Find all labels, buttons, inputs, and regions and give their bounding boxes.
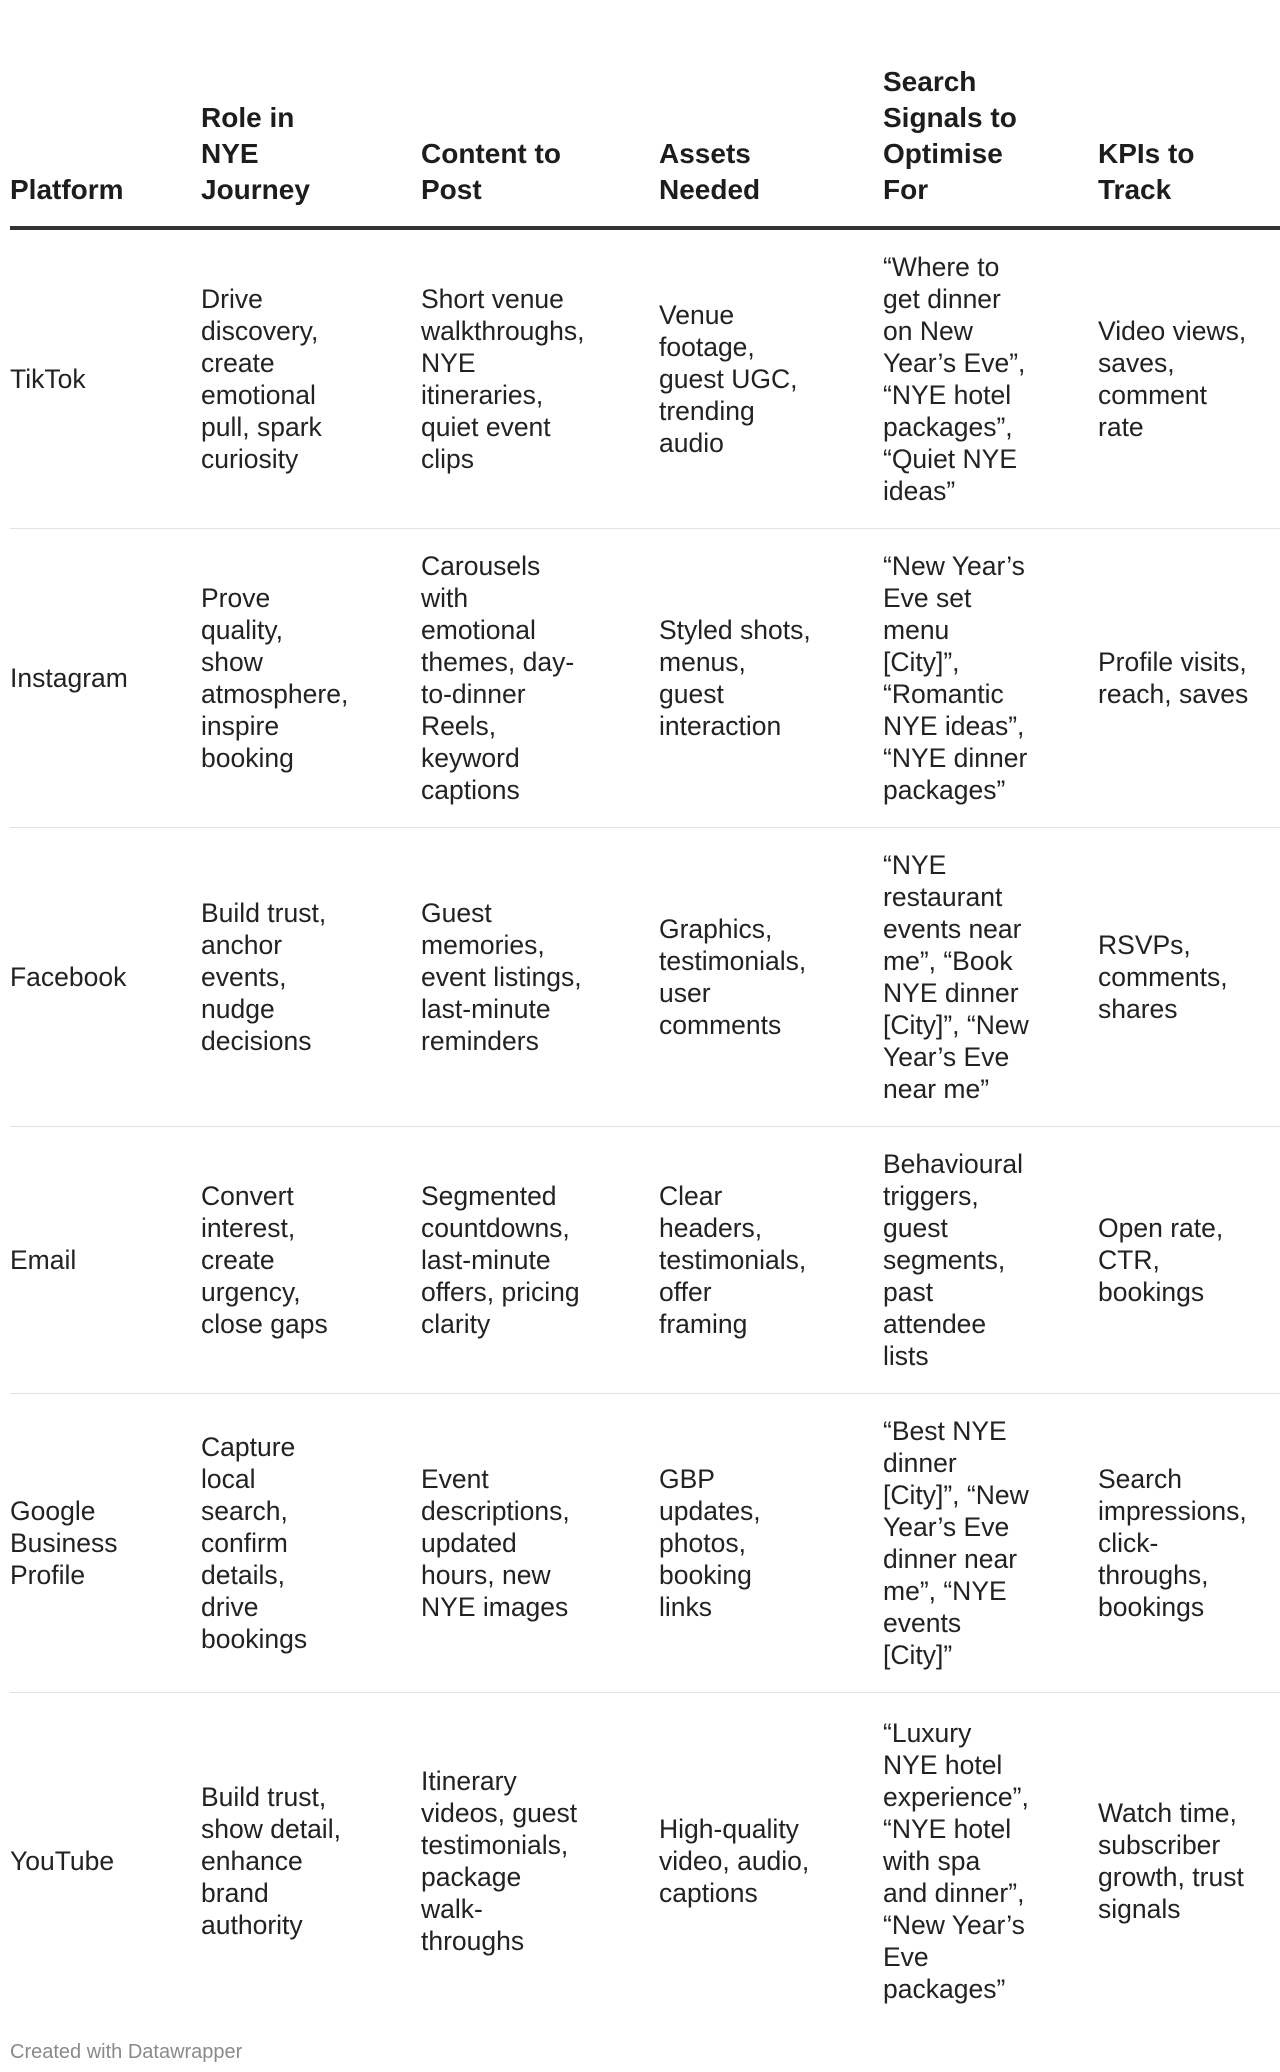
cell-line: Event <box>421 1464 489 1494</box>
cell-line: “Romantic <box>883 679 1004 709</box>
cell-line: updated <box>421 1528 517 1558</box>
cell-line: package <box>421 1862 522 1892</box>
cell-line: booking <box>659 1560 752 1590</box>
cell-line: Profile <box>10 1560 86 1590</box>
header-line: KPIs to <box>1098 138 1195 169</box>
cell-role <box>201 828 421 1127</box>
cell-line: get dinner <box>883 284 1001 314</box>
header-line: NYE <box>201 138 259 169</box>
cell-line: Open rate, <box>1098 1213 1224 1243</box>
cell-line: on New <box>883 316 973 346</box>
cell-content <box>421 828 659 1127</box>
cell-line: [City]”, “New <box>883 1010 1029 1040</box>
cell-assets <box>659 1394 883 1693</box>
cell-line: last-minute <box>421 994 551 1024</box>
table-row <box>10 1394 1280 1693</box>
cell-line: signals <box>1098 1894 1181 1924</box>
cell-line: NYE hotel <box>883 1750 1003 1780</box>
table-row <box>10 228 1280 529</box>
cell-line: emotional <box>421 615 536 645</box>
cell-line: audio <box>659 428 724 458</box>
cell-assets <box>659 228 883 529</box>
cell-platform <box>10 1127 201 1394</box>
header-line: Optimise <box>883 138 1003 169</box>
cell-kpis <box>1098 1394 1280 1693</box>
cell-line: last-minute <box>421 1245 551 1275</box>
cell-search-signals <box>883 529 1098 828</box>
cell-line: CTR, <box>1098 1245 1160 1275</box>
cell-line: pull, spark <box>201 412 322 442</box>
cell-line: memories, <box>421 930 545 960</box>
cell-line: footage, <box>659 332 755 362</box>
header-line: Platform <box>10 174 124 205</box>
cell-line: lists <box>883 1341 929 1371</box>
cell-line: restaurant <box>883 882 1003 912</box>
cell-line: drive <box>201 1592 259 1622</box>
cell-role <box>201 1394 421 1693</box>
cell-line: close gaps <box>201 1309 328 1339</box>
cell-search-signals <box>883 228 1098 529</box>
cell-line: reminders <box>421 1026 539 1056</box>
cell-line: packages”, <box>883 412 1013 442</box>
cell-line: interaction <box>659 711 782 741</box>
cell-line: Search <box>1098 1464 1182 1494</box>
cell-role <box>201 1693 421 2030</box>
cell-line: saves, <box>1098 348 1175 378</box>
cell-line: show <box>201 647 263 677</box>
cell-line: guest <box>883 1213 948 1243</box>
cell-line: create <box>201 348 275 378</box>
cell-content <box>421 529 659 828</box>
cell-role <box>201 529 421 828</box>
cell-line: Carousels <box>421 551 541 581</box>
cell-line: YouTube <box>10 1846 115 1876</box>
cell-role <box>201 228 421 529</box>
cell-line: Instagram <box>10 663 128 693</box>
cell-line: Convert <box>201 1181 294 1211</box>
cell-line: experience”, <box>883 1782 1029 1812</box>
header-row <box>10 0 1280 228</box>
cell-line: “NYE dinner <box>883 743 1028 773</box>
cell-line: Video views, <box>1098 316 1247 346</box>
cell-line: dinner near <box>883 1544 1018 1574</box>
cell-line: confirm <box>201 1528 288 1558</box>
cell-line: GBP <box>659 1464 715 1494</box>
table-row <box>10 1693 1280 2030</box>
cell-line: growth, trust <box>1098 1862 1244 1892</box>
cell-line: events <box>883 1608 962 1638</box>
cell-kpis <box>1098 1127 1280 1394</box>
cell-line: throughs, <box>1098 1560 1209 1590</box>
header-line: Journey <box>201 174 310 205</box>
cell-line: event listings, <box>421 962 582 992</box>
header-line: Content to <box>421 138 561 169</box>
cell-line: Clear <box>659 1181 723 1211</box>
cell-line: keyword <box>421 743 520 773</box>
cell-platform <box>10 228 201 529</box>
cell-line: emotional <box>201 380 316 410</box>
table-row <box>10 529 1280 828</box>
cell-content <box>421 1693 659 2030</box>
cell-search-signals <box>883 1394 1098 1693</box>
cell-line: ideas” <box>883 476 956 506</box>
cell-line: Reels, <box>421 711 497 741</box>
cell-line: bookings <box>201 1624 308 1654</box>
cell-line: segments, <box>883 1245 1006 1275</box>
cell-line: “Luxury <box>883 1718 972 1748</box>
cell-line: walkthroughs, <box>421 316 585 346</box>
cell-line: testimonials, <box>421 1830 569 1860</box>
cell-kpis <box>1098 828 1280 1127</box>
cell-line: “NYE <box>883 850 947 880</box>
header-assets <box>659 0 883 228</box>
cell-line: High-quality <box>659 1814 799 1844</box>
cell-line: captions <box>421 775 520 805</box>
cell-line: events, <box>201 962 287 992</box>
table-header <box>10 0 1280 228</box>
cell-line: itineraries, <box>421 380 544 410</box>
header-line: Role in <box>201 102 295 133</box>
cell-line: discovery, <box>201 316 319 346</box>
cell-line: Graphics, <box>659 914 773 944</box>
cell-line: Venue <box>659 300 735 330</box>
cell-line: Itinerary <box>421 1766 517 1796</box>
cell-line: descriptions, <box>421 1496 570 1526</box>
cell-line: Email <box>10 1245 77 1275</box>
header-line: Assets <box>659 138 751 169</box>
cell-platform <box>10 1693 201 2030</box>
cell-line: “NYE hotel <box>883 380 1012 410</box>
cell-line: trending <box>659 396 755 426</box>
cell-line: Drive <box>201 284 263 314</box>
cell-search-signals <box>883 828 1098 1127</box>
cell-line: Styled shots, <box>659 615 811 645</box>
cell-line: framing <box>659 1309 748 1339</box>
cell-line: Business <box>10 1528 118 1558</box>
cell-kpis <box>1098 1693 1280 2030</box>
cell-line: “New Year’s <box>883 1910 1025 1940</box>
table-row <box>10 1127 1280 1394</box>
header-line: Track <box>1098 174 1172 205</box>
cell-line: countdowns, <box>421 1213 570 1243</box>
cell-platform <box>10 1394 201 1693</box>
cell-line: NYE images <box>421 1592 569 1622</box>
table-row <box>10 828 1280 1127</box>
cell-assets <box>659 1127 883 1394</box>
cell-line: RSVPs, <box>1098 930 1191 960</box>
cell-line: NYE <box>421 348 476 378</box>
cell-line: “NYE hotel <box>883 1814 1012 1844</box>
cell-line: and dinner”, <box>883 1878 1025 1908</box>
cell-line: comments <box>659 1010 782 1040</box>
header-line: Needed <box>659 174 761 205</box>
nye-platform-table <box>10 0 1280 2029</box>
cell-line: near me” <box>883 1074 990 1104</box>
cell-line: bookings <box>1098 1592 1205 1622</box>
cell-line: show detail, <box>201 1814 341 1844</box>
cell-line: guest UGC, <box>659 364 798 394</box>
cell-line: with spa <box>883 1846 981 1876</box>
cell-line: atmosphere, <box>201 679 349 709</box>
cell-role <box>201 1127 421 1394</box>
cell-line: decisions <box>201 1026 312 1056</box>
table-body <box>10 228 1280 2029</box>
cell-line: subscriber <box>1098 1830 1221 1860</box>
cell-line: headers, <box>659 1213 763 1243</box>
cell-line: brand <box>201 1878 269 1908</box>
cell-line: [City]” <box>883 1640 953 1670</box>
cell-line: bookings <box>1098 1277 1205 1307</box>
header-line: Signals to <box>883 102 1017 133</box>
cell-line: Facebook <box>10 962 127 992</box>
cell-line: quiet event <box>421 412 551 442</box>
cell-line: video, audio, <box>659 1846 810 1876</box>
cell-line: menu <box>883 615 950 645</box>
cell-line: captions <box>659 1878 758 1908</box>
header-kpis <box>1098 0 1280 228</box>
cell-line: booking <box>201 743 294 773</box>
datawrapper-credit: Created with Datawrapper <box>10 2041 243 2063</box>
cell-line: Year’s Eve”, <box>883 348 1026 378</box>
cell-line: comment <box>1098 380 1207 410</box>
cell-line: Behavioural <box>883 1149 1023 1179</box>
cell-line: details, <box>201 1560 285 1590</box>
cell-line: [City]”, “New <box>883 1480 1029 1510</box>
cell-line: videos, guest <box>421 1798 578 1828</box>
nye-platform-table-wrapper <box>10 0 1249 2029</box>
cell-line: Prove <box>201 583 271 613</box>
cell-line: packages” <box>883 775 1006 805</box>
cell-line: comments, <box>1098 962 1228 992</box>
cell-line: curiosity <box>201 444 299 474</box>
cell-line: offers, pricing <box>421 1277 580 1307</box>
cell-line: Profile visits, <box>1098 647 1247 677</box>
cell-line: “New Year’s <box>883 551 1025 581</box>
header-signals <box>883 0 1098 228</box>
cell-kpis <box>1098 228 1280 529</box>
cell-search-signals <box>883 1127 1098 1394</box>
cell-line: Build trust, <box>201 898 327 928</box>
cell-line: hours, new <box>421 1560 551 1590</box>
cell-line: Year’s Eve <box>883 1042 1010 1072</box>
cell-line: to-dinner <box>421 679 526 709</box>
header-role <box>201 0 421 228</box>
cell-content <box>421 228 659 529</box>
cell-assets <box>659 828 883 1127</box>
cell-line: offer <box>659 1277 712 1307</box>
cell-line: impressions, <box>1098 1496 1247 1526</box>
cell-line: events near <box>883 914 1022 944</box>
cell-line: clips <box>421 444 475 474</box>
cell-line: walk- <box>421 1894 483 1924</box>
cell-line: user <box>659 978 711 1008</box>
header-line: Search <box>883 66 977 97</box>
cell-line: NYE dinner <box>883 978 1019 1008</box>
cell-line: urgency, <box>201 1277 301 1307</box>
cell-line: photos, <box>659 1528 746 1558</box>
cell-platform <box>10 529 201 828</box>
cell-line: Short venue <box>421 284 564 314</box>
cell-line: throughs <box>421 1926 525 1956</box>
cell-line: me”, “Book <box>883 946 1013 976</box>
cell-line: clarity <box>421 1309 491 1339</box>
cell-platform <box>10 828 201 1127</box>
cell-line: “Where to <box>883 252 1000 282</box>
cell-content <box>421 1394 659 1693</box>
cell-search-signals <box>883 1693 1098 2030</box>
cell-line: Google <box>10 1496 96 1526</box>
cell-line: themes, day- <box>421 647 575 677</box>
cell-line: inspire <box>201 711 280 741</box>
cell-line: “Quiet NYE <box>883 444 1018 474</box>
cell-line: create <box>201 1245 275 1275</box>
cell-line: NYE ideas”, <box>883 711 1025 741</box>
cell-line: rate <box>1098 412 1144 442</box>
cell-line: testimonials, <box>659 946 807 976</box>
cell-line: shares <box>1098 994 1178 1024</box>
cell-kpis <box>1098 529 1280 828</box>
cell-line: links <box>659 1592 713 1622</box>
cell-line: updates, <box>659 1496 761 1526</box>
cell-line: reach, saves <box>1098 679 1249 709</box>
cell-line: testimonials, <box>659 1245 807 1275</box>
cell-line: me”, “NYE <box>883 1576 1007 1606</box>
cell-line: interest, <box>201 1213 296 1243</box>
cell-line: past <box>883 1277 934 1307</box>
cell-line: local <box>201 1464 256 1494</box>
cell-line: guest <box>659 679 724 709</box>
cell-line: dinner <box>883 1448 957 1478</box>
cell-line: Build trust, <box>201 1782 327 1812</box>
cell-line: Year’s Eve <box>883 1512 1010 1542</box>
cell-line: Guest <box>421 898 492 928</box>
cell-line: “Best NYE <box>883 1416 1007 1446</box>
header-platform <box>10 0 201 228</box>
cell-line: search, <box>201 1496 288 1526</box>
cell-line: Segmented <box>421 1181 557 1211</box>
cell-line: click- <box>1098 1528 1159 1558</box>
cell-line: authority <box>201 1910 303 1940</box>
cell-line: [City]”, <box>883 647 960 677</box>
cell-line: Eve <box>883 1942 929 1972</box>
cell-line: Eve set <box>883 583 972 613</box>
cell-line: anchor <box>201 930 283 960</box>
cell-line: triggers, <box>883 1181 979 1211</box>
header-line: Post <box>421 174 482 205</box>
cell-line: enhance <box>201 1846 303 1876</box>
cell-line: packages” <box>883 1974 1006 2004</box>
header-content <box>421 0 659 228</box>
cell-line: quality, <box>201 615 283 645</box>
cell-line: TikTok <box>10 364 86 394</box>
header-line: For <box>883 174 929 205</box>
cell-line: Watch time, <box>1098 1798 1237 1828</box>
cell-line: Capture <box>201 1432 296 1462</box>
cell-line: with <box>421 583 469 613</box>
cell-content <box>421 1127 659 1394</box>
cell-line: menus, <box>659 647 746 677</box>
cell-assets <box>659 1693 883 2030</box>
cell-assets <box>659 529 883 828</box>
cell-line: nudge <box>201 994 275 1024</box>
cell-line: attendee <box>883 1309 987 1339</box>
